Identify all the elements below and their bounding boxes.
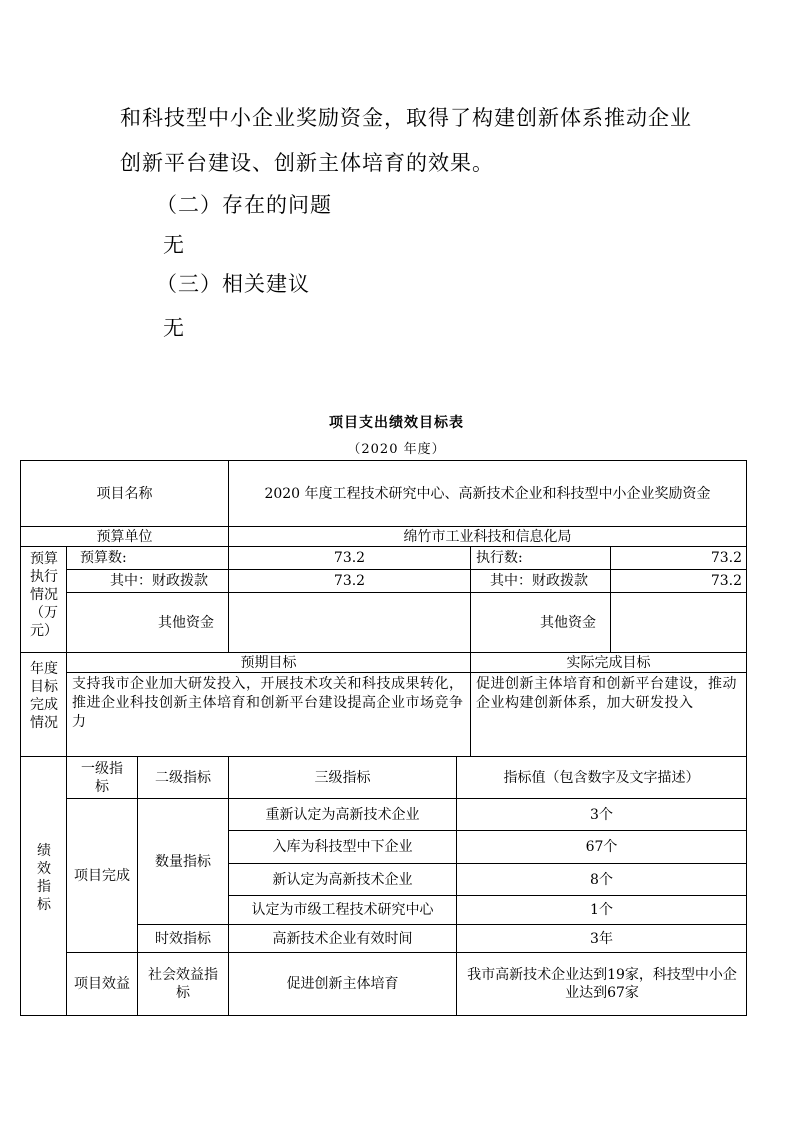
perf-section-label: 绩效指标 bbox=[37, 843, 51, 913]
table-row: 新认定为高新技术企业 bbox=[272, 871, 413, 888]
exec-value: 73.2 bbox=[710, 550, 742, 566]
section-heading-problems: （二）存在的问题 bbox=[156, 193, 332, 217]
fiscal-label-1: 其中：财政拨款 bbox=[110, 573, 208, 589]
quantity-indicator-label: 数量指标 bbox=[155, 853, 211, 870]
fiscal-value-1: 73.2 bbox=[333, 573, 366, 589]
table-row: 重新认定为高新技术企业 bbox=[265, 806, 420, 823]
table-row-value: 67个 bbox=[585, 839, 618, 855]
table-row: 高新技术企业有效时间 bbox=[272, 930, 413, 947]
table-row: 认定为市级工程技术研究中心 bbox=[251, 902, 434, 918]
expected-header: 预期目标 bbox=[240, 654, 297, 671]
budget-section-label: 预算执行情况（万元） bbox=[30, 551, 58, 639]
table-title: 项目支出绩效目标表 bbox=[329, 415, 464, 431]
timeliness-indicator-label: 时效指标 bbox=[155, 930, 211, 947]
actual-text: 促进创新主体培育和创新平台建设，推动企业构建创新体系，加大研发投入 bbox=[476, 676, 737, 711]
budget-unit-value: 绵竹市工业科技和信息化局 bbox=[403, 528, 572, 545]
annual-section-label: 年度目标完成情况 bbox=[30, 661, 58, 731]
col-level1-header: 一级指标 bbox=[81, 760, 123, 795]
group-project-benefit: 项目效益 bbox=[74, 976, 130, 992]
social-benefit-item: 促进创新主体培育 bbox=[286, 976, 399, 992]
problems-text: 无 bbox=[163, 233, 185, 257]
other-label-2: 其他资金 bbox=[540, 614, 596, 631]
group-project-completion: 项目完成 bbox=[74, 867, 130, 884]
other-label-1: 其他资金 bbox=[158, 614, 214, 631]
project-name-label: 项目名称 bbox=[96, 485, 153, 502]
budget-label: 预算数: bbox=[80, 550, 127, 566]
table-row-value: 3个 bbox=[590, 806, 613, 823]
table-subtitle: （2020 年度） bbox=[347, 442, 446, 457]
table-row-value: 3年 bbox=[590, 930, 613, 947]
project-name-value: 2020 年度工程技术研究中心、高新技术企业和科技型中小企业奖励资金 bbox=[264, 485, 711, 502]
table-row-value: 1个 bbox=[590, 902, 613, 918]
actual-header: 实际完成目标 bbox=[566, 654, 651, 671]
fiscal-value-2: 73.2 bbox=[710, 573, 742, 589]
body-line-1: 和科技型中小企业奖励资金，取得了构建创新体系推动企业 bbox=[120, 106, 692, 130]
col-value-header: 指标值（包含数字及文字描述） bbox=[503, 769, 700, 786]
budget-value: 73.2 bbox=[333, 550, 366, 566]
body-line-2: 创新平台建设、创新主体培育的效果。 bbox=[120, 151, 494, 175]
fiscal-label-2: 其中：财政拨款 bbox=[490, 573, 588, 589]
table-row: 入库为科技型中下企业 bbox=[272, 839, 413, 855]
suggestions-text: 无 bbox=[163, 316, 185, 340]
col-level2-header: 二级指标 bbox=[155, 769, 211, 786]
social-benefit-label: 社会效益指标 bbox=[148, 967, 218, 1001]
exec-label: 执行数: bbox=[476, 550, 523, 566]
table-row-value: 8个 bbox=[590, 871, 613, 888]
section-heading-suggestions: （三）相关建议 bbox=[156, 272, 310, 296]
expected-text: 支持我市企业加大研发投入，开展技术攻关和科技成果转化，推进企业科技创新主体培育和创新平台建设提高企业市场竞争力 bbox=[72, 676, 464, 730]
social-benefit-value: 我市高新技术企业达到19家，科技型中小企业达到67家 bbox=[467, 967, 737, 1001]
col-level3-header: 三级指标 bbox=[314, 769, 371, 786]
budget-unit-label: 预算单位 bbox=[96, 528, 153, 545]
